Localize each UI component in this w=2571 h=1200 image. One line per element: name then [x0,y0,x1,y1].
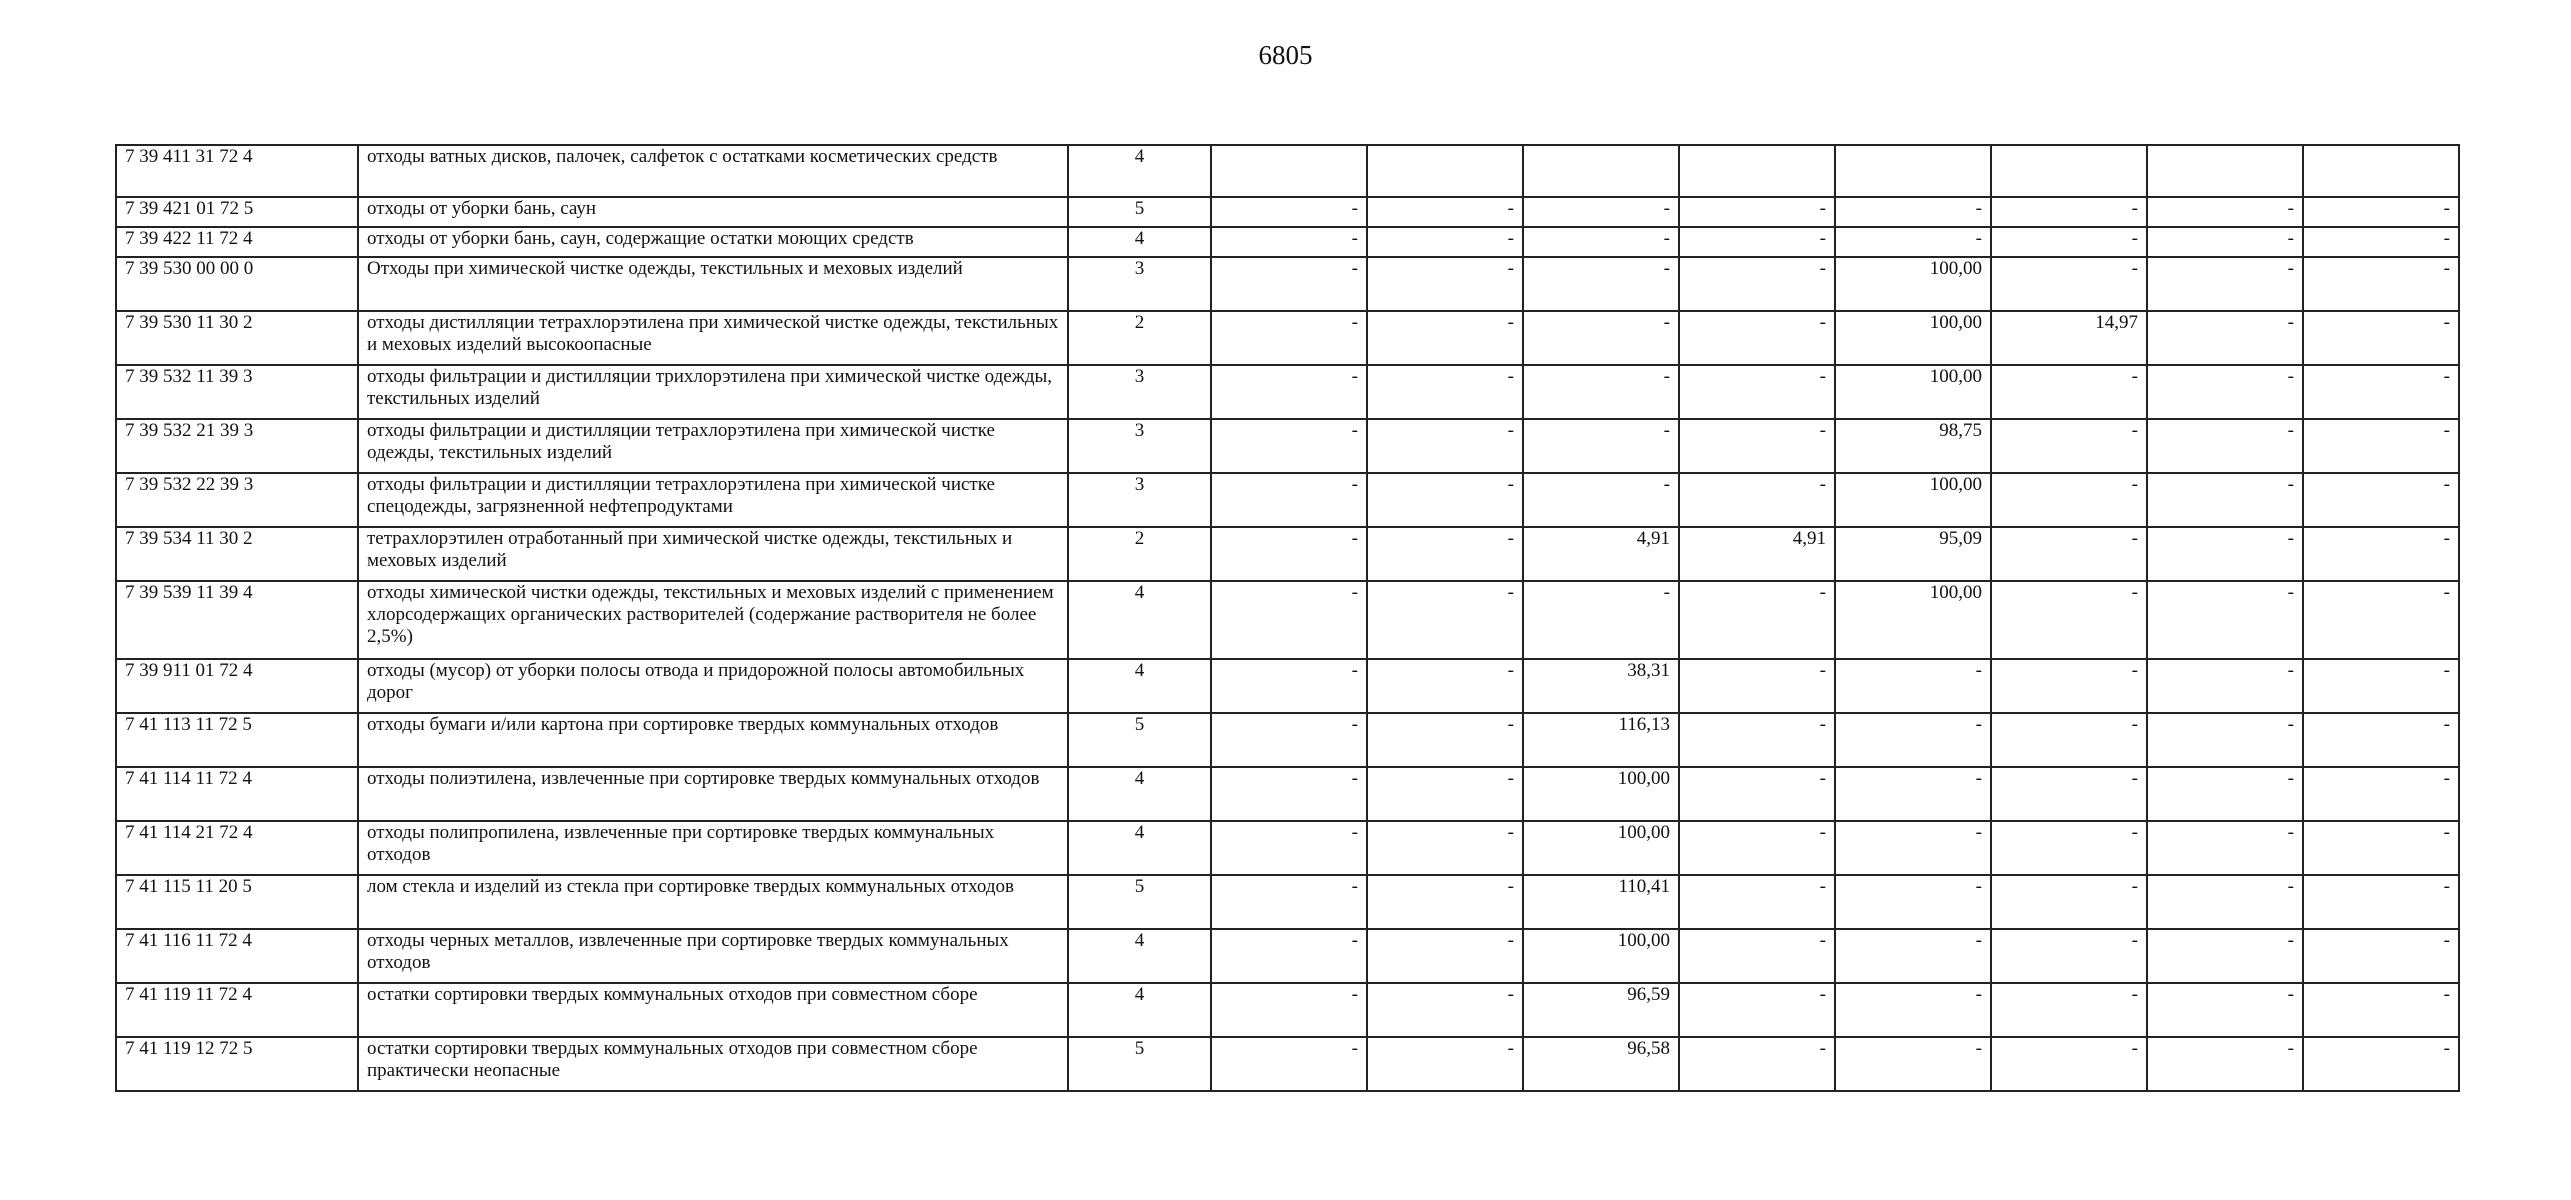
waste-name-cell: отходы от уборки бань, саун [358,197,1068,227]
value-cell: - [2303,875,2459,929]
value-cell: - [1679,227,1835,257]
waste-table [115,144,2460,1092]
value-cell: - [1367,257,1523,311]
hazard-class-cell: 4 [1068,145,1211,197]
value-cell: - [1679,983,1835,1037]
table-row [116,419,2459,473]
value-cell: - [1523,197,1679,227]
hazard-class-cell: 4 [1068,227,1211,257]
waste-code-cell: 7 39 530 11 30 2 [116,311,358,365]
value-cell: - [2147,767,2303,821]
table-row [116,527,2459,581]
value-cell: - [2303,821,2459,875]
value-cell: 110,41 [1523,875,1679,929]
value-cell: - [1523,311,1679,365]
waste-name-cell: отходы черных металлов, извлеченные при сортировке твердых коммунальных отходов [358,929,1068,983]
value-cell: - [1679,257,1835,311]
hazard-class-cell: 2 [1068,527,1211,581]
waste-code-cell: 7 41 116 11 72 4 [116,929,358,983]
value-cell: - [1211,581,1367,659]
value-cell: - [1679,473,1835,527]
waste-name-cell: отходы полиэтилена, извлеченные при сортировке твердых коммунальных отходов [358,767,1068,821]
value-cell: 100,00 [1835,473,1991,527]
hazard-class-cell: 3 [1068,419,1211,473]
waste-code-cell: 7 41 114 11 72 4 [116,767,358,821]
value-cell: - [1991,767,2147,821]
waste-name-cell: отходы химической чистки одежды, текстильных и меховых изделий с применением хлорсодержащих органических растворителей (содержание растворителя не более 2,5%) [358,581,1068,659]
value-cell [2147,145,2303,197]
waste-name-cell: остатки сортировки твердых коммунальных отходов при совместном сборе практически неопасные [358,1037,1068,1091]
table-row [116,257,2459,311]
value-cell: - [1991,227,2147,257]
hazard-class-cell: 5 [1068,197,1211,227]
value-cell: - [1367,767,1523,821]
value-cell [1679,145,1835,197]
value-cell: - [1367,311,1523,365]
table-row [116,821,2459,875]
table-row [116,767,2459,821]
value-cell: - [1679,767,1835,821]
waste-code-cell: 7 39 911 01 72 4 [116,659,358,713]
value-cell: - [1835,227,1991,257]
waste-code-cell: 7 39 532 21 39 3 [116,419,358,473]
hazard-class-cell: 4 [1068,581,1211,659]
value-cell: - [1679,197,1835,227]
value-cell: - [1367,527,1523,581]
value-cell: 96,58 [1523,1037,1679,1091]
table-row [116,581,2459,659]
value-cell: 4,91 [1523,527,1679,581]
value-cell [1367,145,1523,197]
value-cell: - [1991,527,2147,581]
value-cell: - [1835,929,1991,983]
value-cell: - [1523,257,1679,311]
value-cell: - [1991,1037,2147,1091]
value-cell [1835,145,1991,197]
table-row [116,197,2459,227]
value-cell: - [2147,713,2303,767]
value-cell: - [1367,713,1523,767]
value-cell: 4,91 [1679,527,1835,581]
value-cell: 116,13 [1523,713,1679,767]
value-cell: - [1679,821,1835,875]
table-row [116,713,2459,767]
waste-name-cell: отходы фильтрации и дистилляции трихлорэтилена при химической чистке одежды, текстильных изделий [358,365,1068,419]
value-cell [2303,145,2459,197]
value-cell: - [2303,983,2459,1037]
value-cell: - [1835,821,1991,875]
table-row [116,1037,2459,1091]
value-cell: - [1991,929,2147,983]
value-cell: - [2147,1037,2303,1091]
value-cell: - [1991,257,2147,311]
value-cell: - [1835,197,1991,227]
value-cell: - [1991,419,2147,473]
value-cell: - [1835,659,1991,713]
value-cell: - [1367,875,1523,929]
value-cell: 96,59 [1523,983,1679,1037]
value-cell: 100,00 [1835,365,1991,419]
value-cell: - [1211,821,1367,875]
value-cell: - [1523,227,1679,257]
value-cell: - [2303,311,2459,365]
value-cell: 100,00 [1835,257,1991,311]
value-cell: - [1679,581,1835,659]
waste-name-cell: отходы полипропилена, извлеченные при сортировке твердых коммунальных отходов [358,821,1068,875]
waste-name-cell: отходы дистилляции тетрахлорэтилена при химической чистке одежды, текстильных и меховых изделий высокоопасные [358,311,1068,365]
value-cell: - [2147,227,2303,257]
table-row [116,929,2459,983]
hazard-class-cell: 3 [1068,365,1211,419]
value-cell: - [2147,581,2303,659]
value-cell: - [1211,767,1367,821]
value-cell: - [1991,659,2147,713]
value-cell [1523,145,1679,197]
hazard-class-cell: 4 [1068,821,1211,875]
waste-name-cell: остатки сортировки твердых коммунальных отходов при совместном сборе [358,983,1068,1037]
waste-code-cell: 7 41 113 11 72 5 [116,713,358,767]
value-cell: 100,00 [1523,929,1679,983]
waste-name-cell: лом стекла и изделий из стекла при сортировке твердых коммунальных отходов [358,875,1068,929]
hazard-class-cell: 3 [1068,257,1211,311]
waste-code-cell: 7 41 119 12 72 5 [116,1037,358,1091]
value-cell: - [1523,419,1679,473]
table-row [116,145,2459,197]
value-cell: - [1211,473,1367,527]
waste-code-cell: 7 41 115 11 20 5 [116,875,358,929]
table-row [116,659,2459,713]
value-cell: - [2147,473,2303,527]
waste-code-cell: 7 39 422 11 72 4 [116,227,358,257]
waste-code-cell: 7 39 539 11 39 4 [116,581,358,659]
hazard-class-cell: 4 [1068,767,1211,821]
value-cell: - [2303,713,2459,767]
hazard-class-cell: 3 [1068,473,1211,527]
value-cell: - [2147,983,2303,1037]
value-cell: - [1991,821,2147,875]
value-cell: - [1211,257,1367,311]
waste-name-cell: отходы фильтрации и дистилляции тетрахлорэтилена при химической чистке одежды, текстильных изделий [358,419,1068,473]
value-cell [1211,145,1367,197]
value-cell: - [1991,197,2147,227]
value-cell: - [1211,929,1367,983]
waste-code-cell: 7 41 119 11 72 4 [116,983,358,1037]
waste-code-cell: 7 41 114 21 72 4 [116,821,358,875]
value-cell: - [1367,821,1523,875]
table-row [116,365,2459,419]
waste-name-cell: отходы ватных дисков, палочек, салфеток с остатками косметических средств [358,145,1068,197]
value-cell: - [1211,365,1367,419]
value-cell: 38,31 [1523,659,1679,713]
value-cell: - [1211,1037,1367,1091]
value-cell: - [2303,473,2459,527]
value-cell: - [2303,257,2459,311]
value-cell: - [1679,311,1835,365]
value-cell: - [1211,197,1367,227]
table-row [116,227,2459,257]
table-row [116,473,2459,527]
value-cell [1991,145,2147,197]
value-cell: 14,97 [1991,311,2147,365]
value-cell: - [1523,365,1679,419]
value-cell: - [1835,767,1991,821]
value-cell: - [1211,227,1367,257]
value-cell: 98,75 [1835,419,1991,473]
hazard-class-cell: 5 [1068,875,1211,929]
value-cell: - [1211,659,1367,713]
value-cell: - [2147,365,2303,419]
value-cell: - [1211,983,1367,1037]
waste-code-cell: 7 39 421 01 72 5 [116,197,358,227]
value-cell: - [2303,659,2459,713]
value-cell: - [1991,365,2147,419]
value-cell: - [2147,311,2303,365]
value-cell: - [1991,581,2147,659]
value-cell: 100,00 [1835,581,1991,659]
value-cell: - [2147,929,2303,983]
table-row [116,875,2459,929]
value-cell: - [1991,713,2147,767]
value-cell: 100,00 [1523,767,1679,821]
waste-name-cell: отходы фильтрации и дистилляции тетрахлорэтилена при химической чистке спецодежды, загрязненной нефтепродуктами [358,473,1068,527]
table-body [116,145,2459,1091]
value-cell: - [2303,227,2459,257]
value-cell: - [1211,527,1367,581]
hazard-class-cell: 5 [1068,713,1211,767]
value-cell: - [2303,1037,2459,1091]
value-cell: - [2147,875,2303,929]
value-cell: - [1367,197,1523,227]
waste-code-cell: 7 39 532 22 39 3 [116,473,358,527]
value-cell: - [1679,713,1835,767]
value-cell: - [1835,983,1991,1037]
value-cell: - [2303,365,2459,419]
value-cell: - [1835,875,1991,929]
value-cell: - [1679,659,1835,713]
value-cell: - [1367,365,1523,419]
value-cell: - [1367,929,1523,983]
value-cell: - [2147,197,2303,227]
value-cell: - [2303,929,2459,983]
value-cell: 100,00 [1835,311,1991,365]
value-cell: - [1367,1037,1523,1091]
value-cell: - [2147,419,2303,473]
value-cell: - [1679,875,1835,929]
table-row [116,983,2459,1037]
value-cell: - [2303,419,2459,473]
value-cell: - [1991,983,2147,1037]
value-cell: - [2147,527,2303,581]
value-cell: - [1211,875,1367,929]
value-cell: - [1367,419,1523,473]
hazard-class-cell: 4 [1068,659,1211,713]
value-cell: - [1991,875,2147,929]
value-cell: - [1679,929,1835,983]
hazard-class-cell: 4 [1068,983,1211,1037]
value-cell: - [2147,821,2303,875]
value-cell: - [1835,1037,1991,1091]
value-cell: - [2303,197,2459,227]
table-row [116,311,2459,365]
value-cell: - [2303,581,2459,659]
value-cell: - [1367,983,1523,1037]
hazard-class-cell: 4 [1068,929,1211,983]
waste-name-cell: Отходы при химической чистке одежды, текстильных и меховых изделий [358,257,1068,311]
value-cell: - [1211,419,1367,473]
value-cell: - [1211,311,1367,365]
value-cell: - [1835,713,1991,767]
value-cell: 100,00 [1523,821,1679,875]
waste-name-cell: отходы бумаги и/или картона при сортировке твердых коммунальных отходов [358,713,1068,767]
value-cell: - [2147,659,2303,713]
waste-name-cell: отходы (мусор) от уборки полосы отвода и придорожной полосы автомобильных дорог [358,659,1068,713]
value-cell: - [2303,527,2459,581]
value-cell: - [2147,257,2303,311]
value-cell: - [1367,581,1523,659]
waste-code-cell: 7 39 411 31 72 4 [116,145,358,197]
value-cell: - [1367,473,1523,527]
page-number: 6805 [1258,40,1313,70]
value-cell: - [1679,419,1835,473]
waste-name-cell: тетрахлорэтилен отработанный при химической чистке одежды, текстильных и меховых изделий [358,527,1068,581]
value-cell: - [1367,227,1523,257]
waste-code-cell: 7 39 530 00 00 0 [116,257,358,311]
value-cell: - [1679,365,1835,419]
waste-code-cell: 7 39 532 11 39 3 [116,365,358,419]
value-cell: 95,09 [1835,527,1991,581]
value-cell: - [1523,581,1679,659]
value-cell: - [1367,659,1523,713]
value-cell: - [1523,473,1679,527]
value-cell: - [2303,767,2459,821]
waste-code-cell: 7 39 534 11 30 2 [116,527,358,581]
value-cell: - [1211,713,1367,767]
value-cell: - [1991,473,2147,527]
hazard-class-cell: 2 [1068,311,1211,365]
hazard-class-cell: 5 [1068,1037,1211,1091]
waste-name-cell: отходы от уборки бань, саун, содержащие остатки моющих средств [358,227,1068,257]
value-cell: - [1679,1037,1835,1091]
